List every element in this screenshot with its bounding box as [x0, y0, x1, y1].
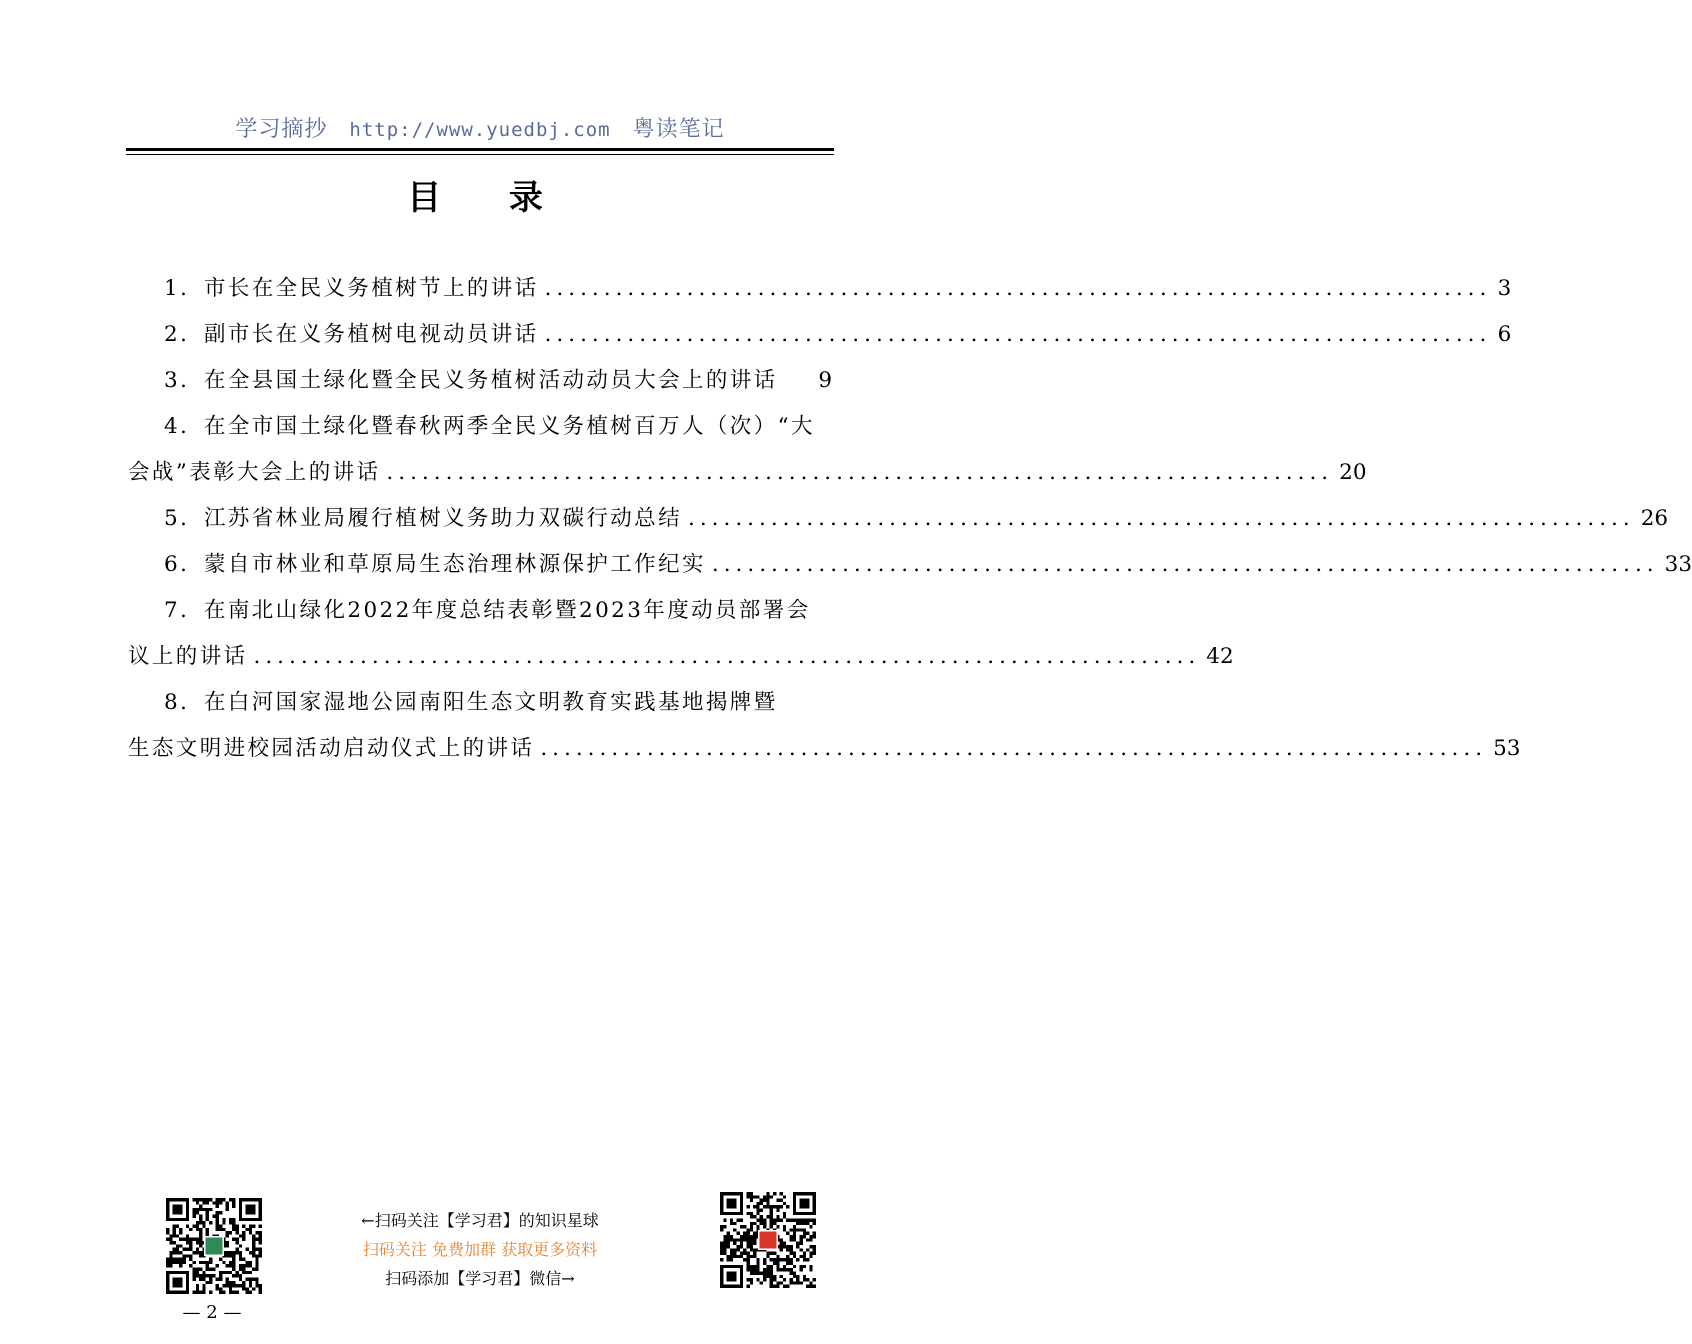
toc-item-text: 7．在南北山绿化2022年度总结表彰暨2023年度动员部署会 — [164, 598, 811, 623]
toc-item[interactable] — [128, 266, 1512, 312]
toc-item-text: 1．市长在全民义务植树节上的讲话 — [164, 276, 539, 301]
footer-line-3: 扫码添加【学习君】微信→ — [385, 1269, 575, 1288]
qr-code-right-icon[interactable] — [720, 1192, 816, 1288]
toc-item-page: 20 — [1339, 460, 1367, 485]
toc-item-page: 26 — [1640, 506, 1669, 531]
header-url-link[interactable]: http://www.yuedbj.com — [349, 119, 611, 141]
toc-leader-dots: ................................................................................ — [711, 552, 1659, 577]
toc-item-page: 9 — [818, 368, 832, 393]
toc-item-text: 6．蒙自市林业和草原局生态治理林源保护工作纪实 — [164, 552, 706, 577]
toc-item-text: 4．在全市国土绿化暨春秋两季全民义务植树百万人（次）“大 — [164, 414, 815, 439]
toc-leader-dots: ................................................................................ — [253, 644, 1201, 669]
toc-item-page: 3 — [1497, 276, 1512, 301]
toc-item-page: 6 — [1497, 322, 1512, 347]
toc-leader-dots: ................................................................................ — [544, 276, 1492, 301]
toc-item-page: 33 — [1664, 552, 1692, 577]
toc-item-continuation[interactable] — [128, 634, 1234, 680]
toc-item-continuation[interactable] — [128, 726, 1521, 772]
toc-item-text-cont: 议上的讲话 — [128, 644, 248, 669]
header-rule-thin — [126, 154, 834, 155]
header-right-text: 粤读笔记 — [632, 117, 725, 142]
toc-item[interactable] — [128, 588, 832, 634]
toc-item-page: 53 — [1493, 736, 1521, 761]
toc-item[interactable] — [128, 358, 832, 404]
page-header — [128, 112, 832, 143]
toc-item-text: 5．江苏省林业局履行植树义务助力双碳行动总结 — [164, 506, 682, 531]
toc-leader-dots: ................................................................................ — [544, 322, 1492, 347]
footer-promo — [300, 1206, 660, 1293]
table-of-contents — [128, 266, 1692, 772]
toc-title: 目 录 — [407, 178, 571, 218]
header-rule-thick — [126, 148, 834, 151]
toc-item[interactable] — [128, 542, 1692, 588]
footer-line-1: ←扫码关注【学习君】的知识星球 — [361, 1211, 599, 1230]
page-number: — 2 — — [182, 1302, 242, 1323]
toc-item-text: 2．副市长在义务植树电视动员讲话 — [164, 322, 539, 347]
toc-item[interactable] — [128, 680, 832, 726]
toc-leader-dots: ................................................................................ — [687, 506, 1635, 531]
toc-item[interactable] — [128, 496, 1669, 542]
toc-item[interactable] — [128, 404, 832, 450]
toc-item-text: 3．在全县国土绿化暨全民义务植树活动动员大会上的讲话 — [164, 368, 778, 393]
toc-item-page: 42 — [1206, 644, 1234, 669]
header-left-text: 学习摘抄 — [235, 117, 328, 142]
toc-item-text-cont: 生态文明进校园活动启动仪式上的讲话 — [128, 736, 535, 761]
toc-item[interactable] — [128, 312, 1512, 358]
toc-item-continuation[interactable] — [128, 450, 1367, 496]
toc-item-text-cont: 会战”表彰大会上的讲话 — [128, 460, 381, 485]
footer-line-2: 扫码关注 免费加群 获取更多资料 — [362, 1240, 598, 1259]
toc-item-text: 8．在白河国家湿地公园南阳生态文明教育实践基地揭牌暨 — [164, 690, 778, 715]
toc-leader-dots: ................................................................................ — [386, 460, 1334, 485]
qr-code-left-icon[interactable] — [166, 1198, 262, 1294]
toc-leader-dots: ................................................................................ — [540, 736, 1488, 761]
